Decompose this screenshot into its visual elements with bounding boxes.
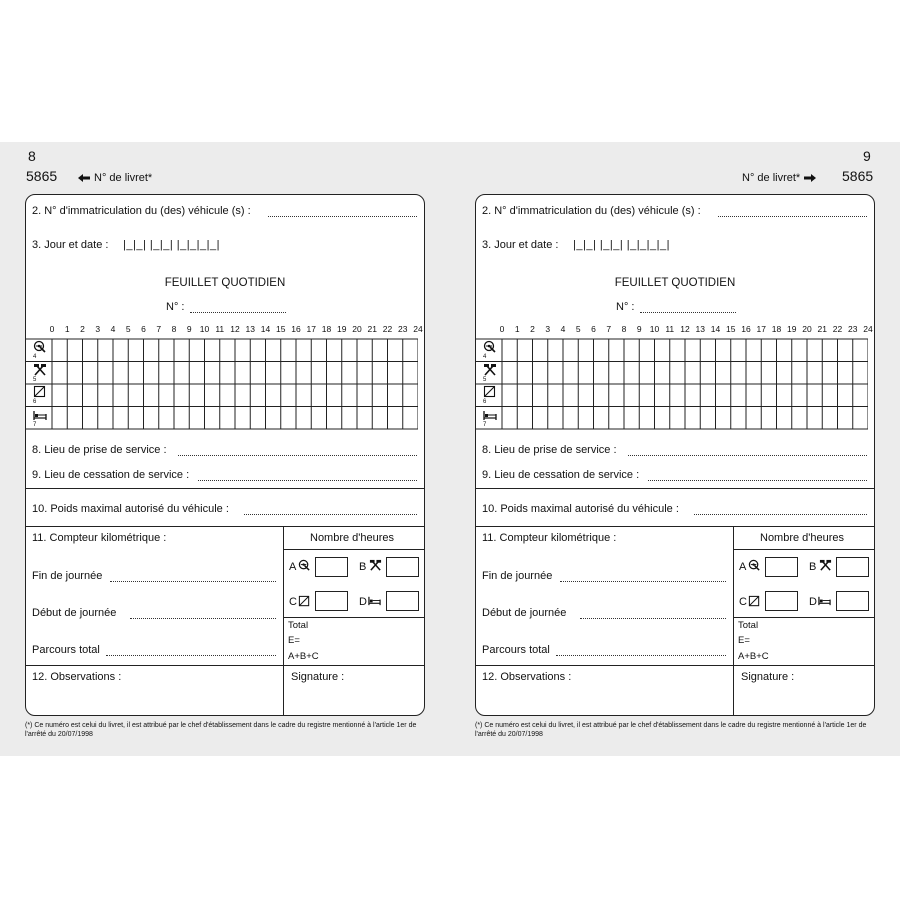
- observations-label: 12. Observations :: [32, 671, 122, 683]
- e-label: E=: [738, 635, 750, 646]
- e-label: E=: [288, 635, 300, 646]
- debut-journee-label: Début de journée: [482, 607, 567, 619]
- hour-label: 20: [802, 324, 812, 334]
- hour-label: 7: [606, 324, 612, 334]
- hours-d-box[interactable]: [836, 591, 869, 611]
- hour-label: 12: [680, 324, 690, 334]
- availability-square-icon: [298, 595, 311, 613]
- cessation-service-field[interactable]: [648, 480, 867, 481]
- divider: [476, 488, 874, 489]
- hour-label: 4: [560, 324, 566, 334]
- hours-d-box[interactable]: [386, 591, 419, 611]
- divider: [733, 549, 874, 550]
- divider: [283, 617, 424, 618]
- hour-label: 1: [64, 324, 70, 334]
- hour-label: 18: [771, 324, 782, 334]
- hour-label: 0: [499, 324, 505, 334]
- hour-label: 12: [230, 324, 240, 334]
- hour-label: 9: [636, 324, 642, 334]
- sum-label: A+B+C: [738, 651, 769, 662]
- feuillet-number-field[interactable]: [190, 312, 286, 313]
- hour-label: 8: [171, 324, 177, 334]
- poids-field[interactable]: [694, 514, 867, 515]
- hour-label: 4: [110, 324, 116, 334]
- debut-journee-field[interactable]: [580, 618, 726, 619]
- compteur-label: 11. Compteur kilométrique :: [32, 532, 167, 544]
- debut-journee-field[interactable]: [130, 618, 276, 619]
- date-field[interactable]: |_|_| |_|_| |_|_|_|_|: [123, 239, 220, 251]
- prise-service-field[interactable]: [628, 455, 867, 456]
- hour-label: 2: [530, 324, 535, 334]
- hour-label: 3: [545, 324, 551, 334]
- prise-service-label: 8. Lieu de prise de service :: [482, 444, 617, 456]
- poids-field[interactable]: [244, 514, 417, 515]
- fin-journee-field[interactable]: [110, 581, 276, 582]
- hour-label: 9: [186, 324, 192, 334]
- hour-label: 0: [49, 324, 55, 334]
- hour-label: 17: [306, 324, 316, 334]
- letter-c: C: [739, 596, 747, 608]
- cessation-service-field[interactable]: [198, 480, 417, 481]
- activity-time-grid[interactable]: [476, 338, 868, 430]
- fin-journee-field[interactable]: [560, 581, 726, 582]
- activity-row-number: 4: [483, 354, 487, 360]
- page-right: [450, 0, 900, 900]
- bed-icon: [368, 594, 381, 612]
- hour-label: 14: [260, 324, 271, 334]
- debut-journee-label: Début de journée: [32, 607, 117, 619]
- hours-b-box[interactable]: [386, 557, 419, 577]
- sheet-title: FEUILLET QUOTIDIEN: [614, 277, 736, 289]
- letter-a: A: [739, 561, 747, 573]
- activity-row-number: 7: [483, 421, 487, 428]
- hours-a-box[interactable]: [765, 557, 798, 577]
- crossed-hammers-icon: [369, 559, 382, 577]
- divider: [26, 526, 424, 527]
- total-label: Total: [288, 620, 309, 631]
- hour-label: 14: [710, 324, 721, 334]
- hour-label: 13: [245, 324, 255, 334]
- hour-label: 5: [575, 324, 581, 334]
- daily-sheet-form: [25, 194, 425, 716]
- hours-c-box[interactable]: [765, 591, 798, 611]
- hours-c-box[interactable]: [315, 591, 348, 611]
- parcours-label: Parcours total: [32, 644, 100, 656]
- poids-label: 10. Poids maximal autorisé du véhicule :: [32, 503, 229, 515]
- nombre-heures-label: Nombre d'heures: [760, 532, 845, 544]
- footnote: (*) Ce numéro est celui du livret, il est attribué par le chef d'établissement dans le cadre du registre mentionné à l'article 1er de l'arrêté du 20/07/1998: [25, 722, 417, 738]
- cessation-service-label: 9. Lieu de cessation de service :: [32, 469, 190, 481]
- sheet-title: FEUILLET QUOTIDIEN: [164, 277, 286, 289]
- hour-label: 13: [695, 324, 705, 334]
- signature-label: Signature :: [291, 671, 345, 683]
- bed-icon: [818, 594, 831, 612]
- hour-label: 15: [726, 324, 736, 334]
- hour-label: 5: [125, 324, 131, 334]
- divider: [26, 488, 424, 489]
- hour-label: 22: [832, 324, 843, 334]
- date-label: 3. Jour et date :: [32, 239, 109, 251]
- hour-label: 24: [413, 324, 423, 334]
- total-label: Total: [738, 620, 759, 631]
- cessation-service-label: 9. Lieu de cessation de service :: [482, 469, 640, 481]
- prise-service-label: 8. Lieu de prise de service :: [32, 444, 167, 456]
- activity-row-number: 7: [33, 421, 37, 428]
- daily-sheet-form: [475, 194, 875, 716]
- hour-label: 10: [649, 324, 660, 334]
- poids-label: 10. Poids maximal autorisé du véhicule :: [482, 503, 679, 515]
- activity-row-number: 6: [483, 399, 487, 405]
- livret-label-text: N° de livret*: [94, 172, 153, 184]
- letter-c: C: [289, 596, 297, 608]
- hour-label: 6: [591, 324, 596, 334]
- hour-label: 2: [80, 324, 85, 334]
- divider: [26, 665, 424, 666]
- hour-label: 10: [199, 324, 210, 334]
- parcours-field[interactable]: [106, 655, 276, 656]
- activity-row-number: 4: [33, 354, 37, 360]
- hour-label: 11: [665, 324, 675, 334]
- hour-label: 20: [352, 324, 362, 334]
- hour-label: 3: [95, 324, 101, 334]
- hour-label: 19: [337, 324, 347, 334]
- prise-service-field[interactable]: [178, 455, 417, 456]
- activity-row-number: 6: [33, 399, 37, 405]
- nombre-heures-label: Nombre d'heures: [310, 532, 395, 544]
- fin-journee-label: Fin de journée: [482, 570, 553, 582]
- availability-square-icon: [748, 595, 761, 613]
- feuillet-number-field[interactable]: [640, 312, 736, 313]
- immatriculation-label: 2. N° d'immatriculation du (des) véhicule (s) :: [482, 205, 701, 217]
- hours-a-box[interactable]: [315, 557, 348, 577]
- parcours-field[interactable]: [556, 655, 726, 656]
- livret-number: 5865: [842, 168, 874, 184]
- steering-wheel-icon: [748, 559, 761, 577]
- divider: [283, 526, 284, 716]
- immatriculation-field[interactable]: [718, 216, 867, 217]
- hour-label: 7: [156, 324, 162, 334]
- hour-label: 16: [291, 324, 301, 334]
- hours-b-box[interactable]: [836, 557, 869, 577]
- hour-label: 17: [756, 324, 766, 334]
- feuillet-number-label: N° :: [616, 301, 635, 313]
- letter-d: D: [809, 596, 817, 608]
- divider: [283, 549, 424, 550]
- hour-label: 22: [382, 324, 393, 334]
- signature-label: Signature :: [741, 671, 795, 683]
- date-label: 3. Jour et date :: [482, 239, 559, 251]
- page-number: 8: [28, 148, 36, 164]
- hour-label: 21: [817, 324, 827, 334]
- sum-label: A+B+C: [288, 651, 319, 662]
- activity-time-grid[interactable]: [26, 338, 418, 430]
- immatriculation-field[interactable]: [268, 216, 417, 217]
- parcours-label: Parcours total: [482, 644, 550, 656]
- hour-label: 8: [621, 324, 627, 334]
- hour-label: 24: [863, 324, 873, 334]
- compteur-label: 11. Compteur kilométrique :: [482, 532, 617, 544]
- hour-label: 1: [514, 324, 520, 334]
- date-field[interactable]: |_|_| |_|_| |_|_|_|_|: [573, 239, 670, 251]
- page-number: 9: [863, 148, 871, 164]
- divider: [476, 665, 874, 666]
- activity-row-number: 5: [33, 376, 37, 383]
- fin-journee-label: Fin de journée: [32, 570, 103, 582]
- divider: [733, 617, 874, 618]
- immatriculation-label: 2. N° d'immatriculation du (des) véhicule (s) :: [32, 205, 251, 217]
- livret-label: [78, 172, 152, 184]
- feuillet-number-label: N° :: [166, 301, 185, 313]
- hour-label: 23: [848, 324, 858, 334]
- steering-wheel-icon: [298, 559, 311, 577]
- livret-number: 5865: [26, 168, 58, 184]
- letter-b: B: [809, 561, 817, 573]
- crossed-hammers-icon: [819, 559, 832, 577]
- letter-a: A: [289, 561, 297, 573]
- hour-label: 21: [367, 324, 377, 334]
- hour-label: 23: [398, 324, 408, 334]
- hour-label: 6: [141, 324, 146, 334]
- hour-label: 18: [321, 324, 332, 334]
- footnote: (*) Ce numéro est celui du livret, il est attribué par le chef d'établissement dans le cadre du registre mentionné à l'article 1er de l'arrêté du 20/07/1998: [475, 722, 867, 738]
- hour-label: 15: [276, 324, 286, 334]
- livret-label-text: N° de livret*: [742, 172, 801, 184]
- activity-row-number: 5: [483, 376, 487, 383]
- letter-b: B: [359, 561, 367, 573]
- hour-label: 11: [215, 324, 225, 334]
- divider: [476, 526, 874, 527]
- observations-label: 12. Observations :: [482, 671, 572, 683]
- letter-d: D: [359, 596, 367, 608]
- hour-label: 16: [741, 324, 751, 334]
- hour-label: 19: [787, 324, 797, 334]
- divider: [733, 526, 734, 716]
- livret-label: [742, 172, 816, 184]
